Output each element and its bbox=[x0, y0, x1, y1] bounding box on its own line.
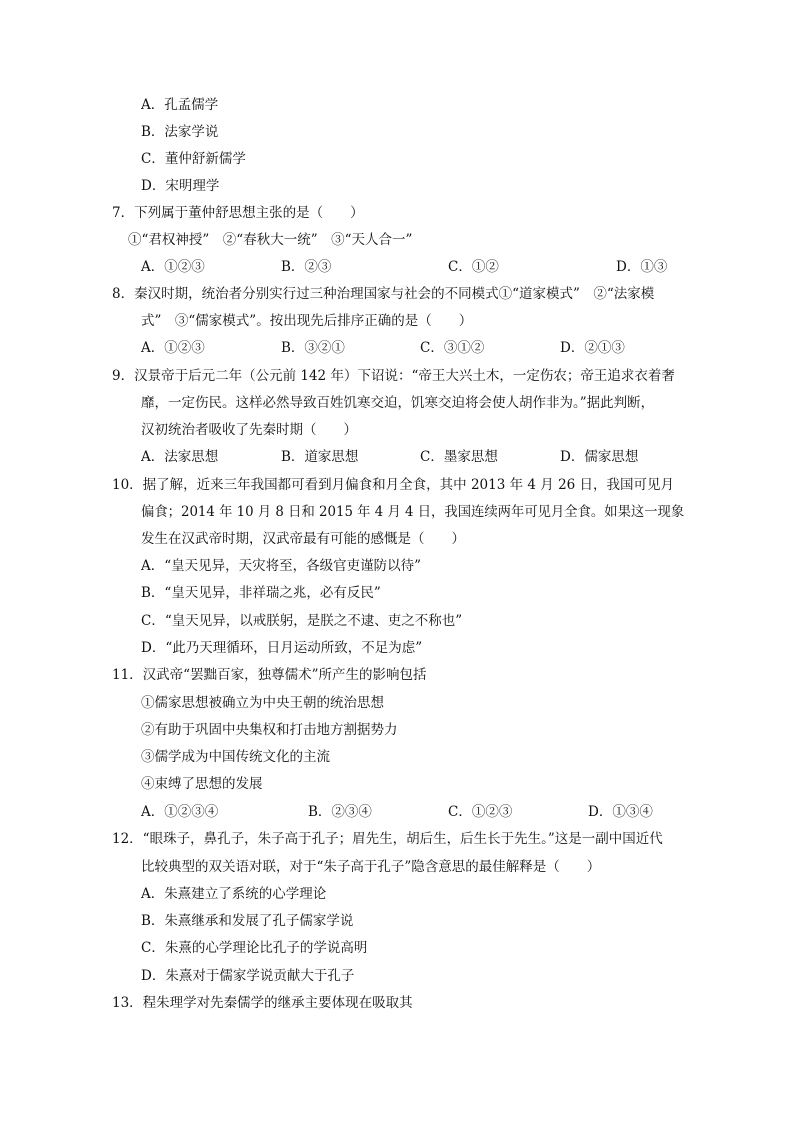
q11-item-3: ③儒学成为中国传统文化的主流 bbox=[141, 749, 330, 765]
q9-option-c: C．墨家思想 bbox=[420, 449, 498, 465]
q7-stem: 7．下列属于董仲舒思想主张的是（ ） bbox=[112, 205, 364, 221]
q7-option-d: D．①③ bbox=[616, 259, 668, 275]
q9-option-a: A．法家思想 bbox=[141, 449, 219, 465]
q9-option-b: B．道家思想 bbox=[281, 449, 359, 465]
q8-option-d: D．②①③ bbox=[560, 340, 625, 356]
q12-stem-line1: 12．“眼珠子，鼻孔子，朱子高于孔子；眉先生，胡后生，后生长于先生。”这是一副中国近代 bbox=[112, 831, 663, 847]
q9-stem-line3: 汉初统治者吸收了先秦时期（ ） bbox=[141, 422, 357, 438]
q11-stem: 11．汉武帝“罢黜百家，独尊儒术”所产生的影响包括 bbox=[112, 667, 427, 683]
q8-stem-line1: 8．秦汉时期，统治者分别实行过三种治理国家与社会的不同模式①“道家模式” ②“法家模 bbox=[112, 286, 655, 302]
q6-option-b: B．法家学说 bbox=[141, 124, 219, 140]
q8-option-c: C．③①② bbox=[420, 340, 485, 356]
q6-option-a: A．孔孟儒学 bbox=[141, 97, 219, 113]
q7-option-b: B．②③ bbox=[281, 259, 332, 275]
q8-option-b: B．③②① bbox=[281, 340, 345, 356]
q8-stem-line2: 式” ③“儒家模式”。按出现先后排序正确的是（ ） bbox=[141, 313, 473, 329]
q11-option-d: D．①③④ bbox=[588, 804, 653, 820]
q11-option-b: B．②③④ bbox=[308, 804, 372, 820]
q9-option-d: D．儒家思想 bbox=[560, 449, 639, 465]
q11-option-a: A．①②③④ bbox=[141, 804, 219, 820]
q11-item-1: ①儒家思想被确立为中央王朝的统治思想 bbox=[141, 695, 384, 711]
q8-option-a: A．①②③ bbox=[141, 340, 205, 356]
q9-stem-line2: 靡，一定伤民。这样必然导致百姓饥寒交迫，饥寒交迫将会使人胡作非为。”据此判断， bbox=[141, 395, 655, 411]
q10-stem-line2: 偏食；2014 年 10 月 8 日和 2015 年 4 月 4 日，我国连续两年可见月全食。如果这一现象 bbox=[141, 504, 685, 520]
q12-option-b: B．朱熹继承和发展了孔子儒家学说 bbox=[141, 913, 354, 929]
q7-items: ①“君权神授” ②“春秋大一统” ③“天人合一” bbox=[128, 232, 413, 248]
q10-option-c: C．“皇天见异，以戒朕躬，是朕之不逮、吏之不称也” bbox=[141, 613, 463, 629]
q11-item-4: ④束缚了思想的发展 bbox=[141, 776, 263, 792]
q13-stem: 13．程朱理学对先秦儒学的继承主要体现在吸取其 bbox=[112, 995, 413, 1011]
q6-option-c: C．董仲舒新儒学 bbox=[141, 151, 246, 167]
q9-stem-line1: 9．汉景帝于后元二年（公元前 142 年）下诏说：“帝王大兴土木，一定伤农；帝王追求衣着奢 bbox=[112, 368, 675, 384]
q12-stem-line2: 比较典型的双关语对联，对于“朱子高于孔子”隐含意思的最佳解释是（ ） bbox=[141, 859, 601, 875]
q7-option-c: C．①② bbox=[448, 259, 499, 275]
q7-option-a: A．①②③ bbox=[141, 259, 205, 275]
q11-option-c: C．①②③ bbox=[448, 804, 513, 820]
q12-option-a: A．朱熹建立了系统的心学理论 bbox=[141, 886, 327, 902]
q12-option-d: D．朱熹对于儒家学说贡献大于孔子 bbox=[141, 968, 355, 984]
q10-stem-line1: 10．据了解，近来三年我国都可看到月偏食和月全食，其中 2013 年 4 月 26 日，我国可见月 bbox=[112, 477, 675, 493]
q10-option-b: B．“皇天见异，非祥瑞之兆，必有反民” bbox=[141, 585, 381, 601]
q10-option-a: A．“皇天见异，天灾将至，各级官吏谨防以待” bbox=[141, 558, 422, 574]
q10-stem-line3: 发生在汉武帝时期，汉武帝最有可能的感慨是（ ） bbox=[141, 531, 465, 547]
q12-option-c: C．朱熹的心学理论比孔子的学说高明 bbox=[141, 940, 368, 956]
q11-item-2: ②有助于巩固中央集权和打击地方割据势力 bbox=[141, 722, 398, 738]
q6-option-d: D．宋明理学 bbox=[141, 178, 220, 194]
q10-option-d: D．“此乃天理循环，日月运动所致，不足为虑” bbox=[141, 640, 423, 656]
